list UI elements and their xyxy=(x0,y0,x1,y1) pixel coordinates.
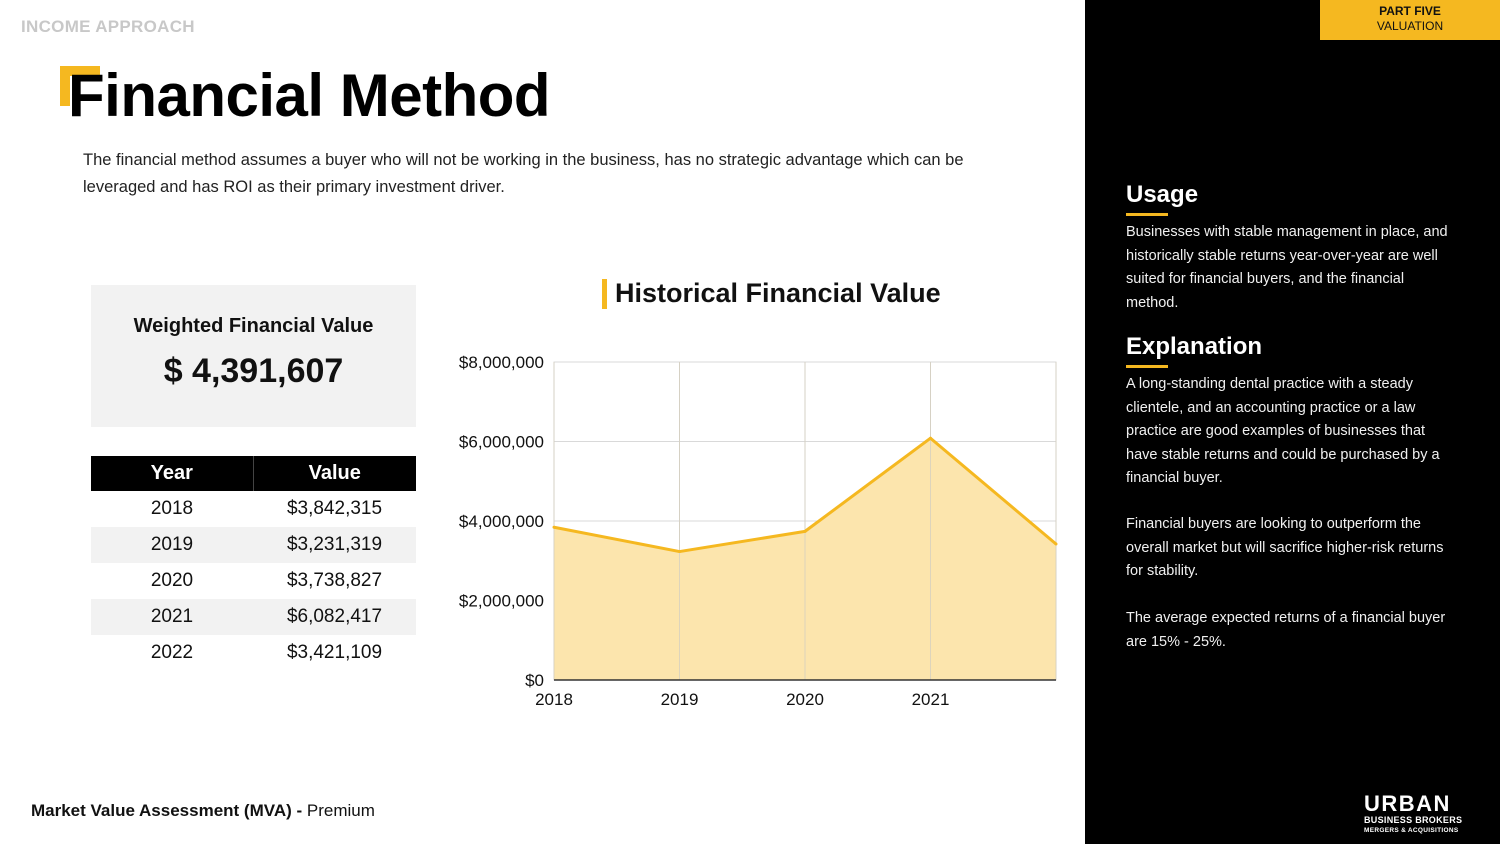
section-label: INCOME APPROACH xyxy=(21,17,195,36)
x-tick-label: 2019 xyxy=(660,690,699,709)
y-tick-label: $4,000,000 xyxy=(458,512,544,531)
year-cell: 2020 xyxy=(150,570,194,591)
part-number: PART FIVE xyxy=(1379,4,1441,18)
column-header-value: Value xyxy=(253,456,416,491)
y-tick-label: $0 xyxy=(525,671,544,690)
year-cell: 2022 xyxy=(150,642,194,663)
logo-tagline: MERGERS & ACQUISITIONS xyxy=(1364,827,1459,834)
value-cell: $6,082,417 xyxy=(253,599,416,635)
usage-underline xyxy=(1126,213,1168,216)
company-logo xyxy=(1364,793,1462,835)
usage-text: Businesses with stable management in place, and historically stable returns year-over-year are well suited for financial buyers, and the financial method. xyxy=(1126,224,1448,311)
value-cell: $3,421,109 xyxy=(286,642,383,663)
usage-heading: Usage xyxy=(1126,181,1199,208)
footer-tier: Premium xyxy=(302,801,375,820)
part-name: VALUATION xyxy=(1376,19,1444,33)
weighted-value-label: Weighted Financial Value xyxy=(133,315,374,337)
data-point xyxy=(929,437,932,440)
column-header-year: Year xyxy=(91,456,253,491)
chart-title-block xyxy=(602,278,941,309)
x-tick-label: 2020 xyxy=(786,690,824,709)
logo-wordmark: URBAN xyxy=(1364,791,1451,816)
explanation-paragraph: A long-standing dental practice with a steady clientele, and an accounting practice or a law practice are good examples of businesses that have stable returns and could be purchased by a financial buyer. xyxy=(1126,376,1440,486)
footer xyxy=(31,801,375,821)
y-tick-label: $6,000,000 xyxy=(458,432,544,452)
table-row xyxy=(91,491,416,527)
table-header-row xyxy=(91,456,416,491)
weighted-value-card xyxy=(91,285,416,427)
table-row xyxy=(91,563,416,599)
explanation-heading: Explanation xyxy=(1126,333,1263,360)
value-cell: $3,738,827 xyxy=(286,570,383,591)
y-tick-label: $8,000,000 xyxy=(458,353,544,372)
value-cell: $3,231,319 xyxy=(253,527,416,563)
explanation-paragraph: Financial buyers are looking to outperform the overall market but will sacrifice higher-risk returns for stability. xyxy=(1126,516,1444,579)
data-point xyxy=(553,526,556,529)
title-block xyxy=(60,62,550,130)
historical-value-chart xyxy=(440,340,1070,720)
x-tick-label: 2021 xyxy=(911,690,950,709)
year-cell: 2021 xyxy=(91,599,253,635)
table-row xyxy=(91,527,416,563)
chart-title: Historical Financial Value xyxy=(615,278,941,308)
x-tick-label: 2018 xyxy=(535,690,573,709)
table-row xyxy=(91,635,416,671)
data-point xyxy=(1055,543,1058,546)
page-title: Financial Method xyxy=(68,62,551,129)
intro-text: The financial method assumes a buyer who will not be working in the business, has no strategic advantage which can be leveraged and has ROI as their primary investment driver. xyxy=(83,151,964,196)
explanation-underline xyxy=(1126,365,1168,368)
y-tick-label: $2,000,000 xyxy=(458,591,544,611)
footer-title: Market Value Assessment (MVA) - xyxy=(31,801,303,820)
year-cell: 2018 xyxy=(150,498,194,519)
weighted-value-amount: $ 4,391,607 xyxy=(163,352,344,390)
value-table xyxy=(91,456,416,671)
table-row xyxy=(91,599,416,635)
data-point xyxy=(804,530,807,533)
chart-title-accent xyxy=(602,279,607,309)
data-point xyxy=(678,550,681,553)
explanation-paragraph: The average expected returns of a financial buyer are 15% - 25%. xyxy=(1126,610,1446,650)
value-cell: $3,842,315 xyxy=(286,498,383,519)
year-cell: 2019 xyxy=(91,527,253,563)
part-tab xyxy=(1320,0,1500,40)
logo-subtitle: BUSINESS BROKERS xyxy=(1364,815,1463,825)
